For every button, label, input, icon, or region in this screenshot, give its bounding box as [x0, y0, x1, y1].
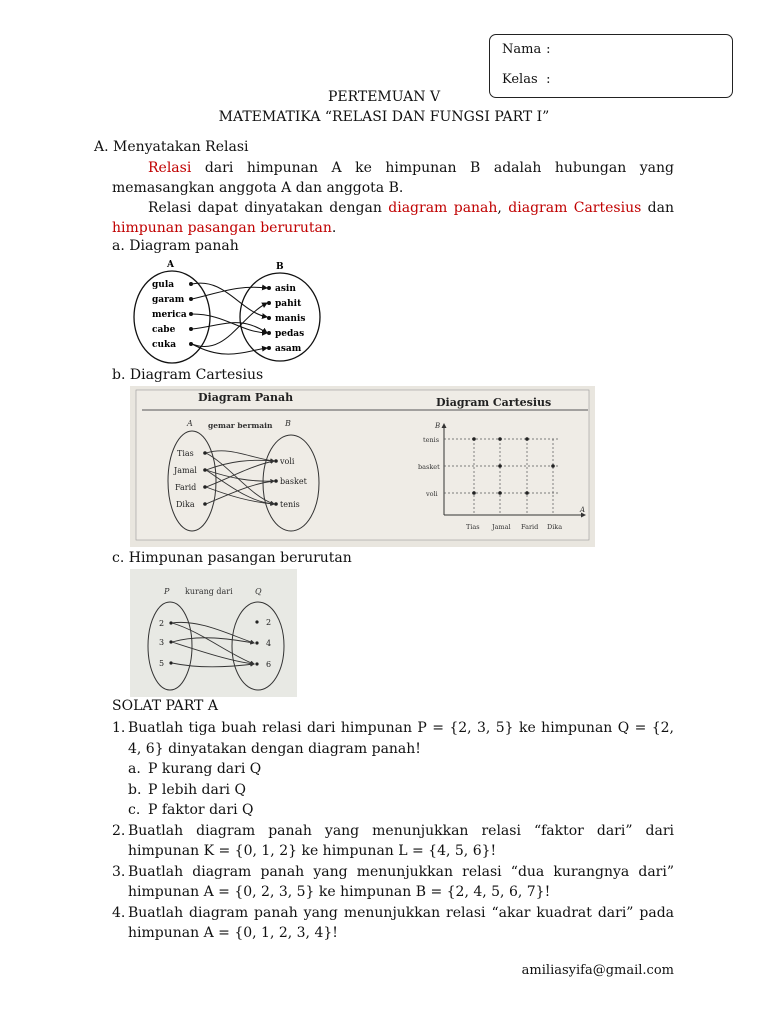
p2-sep2: dan [641, 200, 675, 216]
fig1-b-item: asin [275, 284, 296, 294]
fig1-a-item: garam [152, 295, 185, 305]
question-subitem [112, 780, 674, 801]
question-number: 4. [112, 904, 126, 921]
name-label: Nama [502, 42, 542, 57]
fig1-a-item: cabe [152, 325, 176, 335]
header-line1: PERTEMUAN V [327, 89, 441, 105]
term-diagram-panah: diagram panah [388, 200, 498, 216]
subitem-text: P lebih dari Q [148, 781, 246, 798]
question-text: Buatlah diagram panah yang menunjukkan relasi “akar kuadrat dari” pada himpunan A = {0, 1, 2, 3, 4}! [128, 904, 674, 941]
question-text: Buatlah diagram panah yang menunjukkan relasi “dua kurangnya dari” himpunan A = {0, 2, 3, 5} ke himpunan B = {2, 4, 5, 6, 7}! [128, 863, 674, 900]
fig2-set-b-label: B [285, 419, 291, 428]
fig2-relation-label: gemar bermain [208, 421, 273, 430]
fig2-a-item: Farid [175, 483, 197, 492]
fig2-a-item: Dika [176, 500, 195, 509]
question-number: 1. [112, 720, 126, 736]
fig1-set-a-label: A [167, 260, 174, 270]
fig2-b-item: tenis [280, 500, 300, 509]
term-relasi: Relasi [148, 160, 192, 176]
p2-sep1: , [497, 200, 509, 216]
section-a-title: A. Menyatakan Relasi [94, 139, 249, 155]
fig2-cart-y-tick: basket [418, 463, 440, 471]
fig2-cart-y-tick: tenis [423, 436, 440, 444]
fig2-b-item: voli [280, 457, 295, 466]
fig3-set-q-label: Q [255, 587, 262, 596]
fig1-set-b-label: B [276, 262, 284, 272]
term-himpunan-pasangan: himpunan pasangan berurutan [112, 220, 332, 236]
fig2-right-title: Diagram Cartesius [436, 396, 552, 409]
paragraph-representations [112, 198, 674, 238]
figure-cartesian-diagram [130, 386, 595, 547]
sub-c-title: c. Himpunan pasangan berurutan [112, 550, 352, 566]
subitem-letter: b. [128, 781, 142, 798]
fig3-p-item: 5 [159, 659, 165, 668]
paragraph-relasi-rest: dari himpunan A ke himpunan B adalah hubungan yang memasangkan anggota A dan anggota B. [112, 160, 674, 196]
fig2-cart-x-tick: Farid [521, 523, 539, 531]
fig3-q-item: 4 [266, 639, 272, 648]
fig3-p-item: 2 [159, 619, 165, 628]
subitem-text: P faktor dari Q [148, 802, 254, 818]
figure-arrow-diagram [130, 257, 325, 365]
fig3-p-item: 3 [159, 638, 165, 647]
fig1-b-item: pedas [275, 329, 305, 339]
subitem-text: P kurang dari Q [148, 761, 262, 777]
fig2-cart-x-tick: Tias [466, 523, 480, 531]
fig2-a-item: Tias [177, 449, 194, 458]
question-item [112, 718, 674, 759]
name-row [502, 42, 551, 57]
fig2-cart-y-label: B [435, 422, 441, 430]
fig1-b-item: manis [275, 314, 306, 324]
paragraph-relasi [112, 158, 674, 198]
fig2-cart-x-tick: Dika [547, 523, 563, 531]
fig2-cart-x-label: A [580, 506, 586, 514]
class-row [502, 72, 551, 87]
fig1-a-item: merica [152, 310, 187, 320]
fig1-b-item: asam [275, 344, 302, 354]
fig1-a-item: gula [152, 280, 175, 290]
p2-start: Relasi dapat dinyatakan dengan [148, 200, 389, 216]
fig3-q-item: 2 [266, 618, 272, 627]
fig3-relation-label: kurang dari [185, 587, 233, 596]
fig3-q-item: 6 [266, 660, 272, 669]
name-colon: : [546, 42, 551, 57]
question-subitem [112, 800, 674, 821]
question-text: Buatlah tiga buah relasi dari himpunan P = {2, 3, 5} ke himpunan Q = {2, 4, 6} dinyatakan dengan diagram panah! [128, 720, 674, 757]
fig2-b-item: basket [280, 477, 307, 486]
question-item [112, 862, 674, 903]
sub-b-title: b. Diagram Cartesius [112, 367, 264, 383]
footer-email: amiliasyifa@gmail.com [521, 963, 674, 978]
fig2-a-item: Jamal [174, 466, 197, 475]
fig2-cart-y-tick: voli [426, 490, 438, 498]
question-text: Buatlah diagram panah yang menunjukkan relasi “faktor dari” dari himpunan K = {0, 1, 2} ke himpunan L = {4, 5, 6}! [128, 822, 674, 859]
question-number: 2. [112, 822, 126, 839]
fig1-b-item: pahit [275, 299, 302, 309]
fig3-set-p-label: P [164, 587, 170, 596]
sub-a-title: a. Diagram panah [112, 238, 239, 254]
term-diagram-cartesius: diagram Cartesius [508, 200, 642, 216]
practice-title: SOLAT PART A [112, 698, 218, 714]
fig1-a-item: cuka [152, 340, 177, 350]
class-colon: : [546, 72, 551, 87]
question-item [112, 903, 674, 944]
fig2-set-a-label: A [187, 419, 193, 428]
fig2-cart-x-tick: Jamal [492, 523, 511, 531]
practice-list [112, 718, 674, 944]
p2-end: . [331, 220, 337, 236]
subitem-letter: c. [128, 802, 141, 818]
question-item [112, 821, 674, 862]
figure-pair-diagram [130, 569, 297, 697]
question-subitem [112, 759, 674, 780]
question-number: 3. [112, 863, 126, 880]
class-label: Kelas [502, 72, 538, 87]
header-line2: MATEMATIKA “RELASI DAN FUNGSI PART I” [218, 109, 550, 125]
subitem-letter: a. [128, 761, 141, 777]
fig2-left-title: Diagram Panah [198, 391, 294, 404]
